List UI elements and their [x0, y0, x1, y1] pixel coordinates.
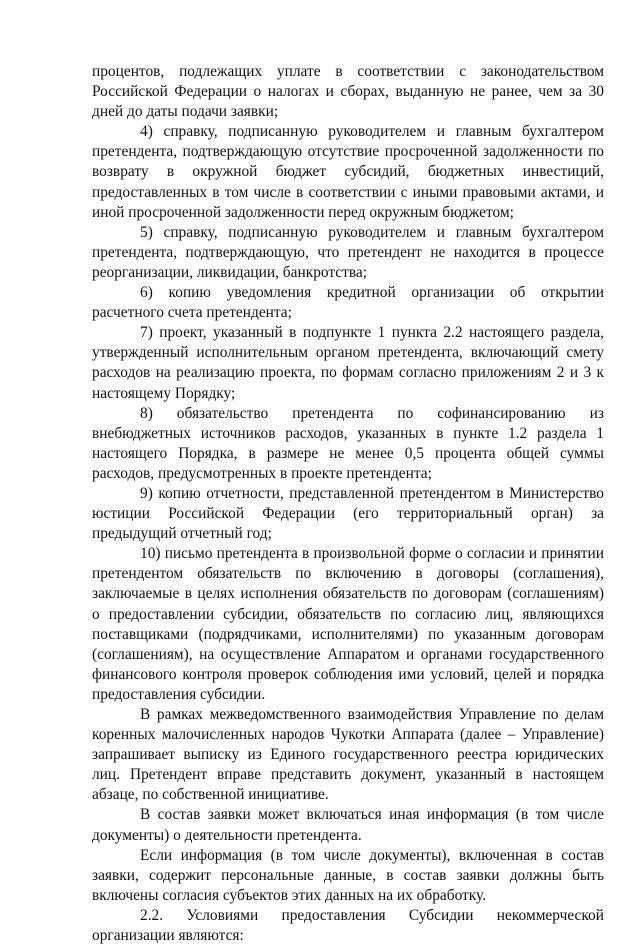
paragraph-item-10: 10) письмо претендента в произвольной форме о согласии и принятии претендентом обязательств по включению в договоры (соглашения), заключаемые в целях исполнения обязательств по договорам (соглашениям) о предоставлении субсидии, обязательств по согласию лиц, являющихся поставщиками (подрядчиками, исполнителями) по указанным договорам (соглашениям), на осуществление Аппаратом и органами государственного финансового контроля проверок соблюдения ими условий, целей и порядка предоставления субсидии. [92, 545, 604, 703]
paragraph-other-info: В состав заявки может включаться иная информация (в том числе документы) о деятельности претендента. [92, 806, 604, 844]
paragraph-item-7: 7) проект, указанный в подпункте 1 пункта 2.2 настоящего раздела, утвержденный исполнительным органом претендента, включающий смету расходов на реализацию проекта, по формам согласно приложениям 2 и 3 к настоящему Порядку; [92, 324, 604, 402]
paragraph-personal-data: Если информация (в том числе документы), включенная в состав заявки, содержит персональные данные, в состав заявки должны быть включены согласия субъектов этих данных на их обработку. [92, 846, 604, 904]
paragraph-item-8: 8) обязательство претендента по софинансированию из внебюджетных источников расходов, указанных в пункте 1.2 раздела 1 настоящего Порядка, в размере не менее 0,5 процента общей суммы расходов, предусмотренных в проекте претендента; [92, 404, 604, 482]
paragraph-section-2-2: 2.2. Условиями предоставления Субсидии некоммерческой организации являются: [92, 906, 604, 945]
paragraph-item-4: 4) справку, подписанную руководителем и главным бухгалтером претендента, подтверждающую отсутствие просроченной задолженности по возврату в окружной бюджет субсидий, бюджетных инвестиций, предоставленных в том числе в соответствии с иными правовыми актами, и иной просроченной задолженности перед окружным бюджетом; [92, 123, 604, 221]
paragraph-interagency: В рамках межведомственного взаимодействия Управление по делам коренных малочисленных народов Чукотки Аппарата (далее – Управление) запрашивает выписку из Единого государственного реестра юридических лиц. Претендент вправе представить документ, указанный в настоящем абзаце, по собственной инициативе. [92, 706, 604, 804]
paragraph-item-6: 6) копию уведомления кредитной организации об открытии расчетного счета претендента; [92, 284, 604, 322]
paragraph-continuation: процентов, подлежащих уплате в соответствии с законодательством Российской Федерации о налогах и сборах, выданную не ранее, чем за 30 дней до даты подачи заявки; [92, 63, 604, 121]
paragraph-item-9: 9) копию отчетности, представленной претендентом в Министерство юстиции Российской Федерации (его территориальный орган) за предыдущий отчетный год; [92, 484, 604, 543]
paragraph-item-5: 5) справку, подписанную руководителем и главным бухгалтером претендента, подтверждающую, что претендент не находится в процессе реорганизации, ликвидации, банкротства; [92, 223, 604, 281]
document-page [92, 62, 604, 946]
